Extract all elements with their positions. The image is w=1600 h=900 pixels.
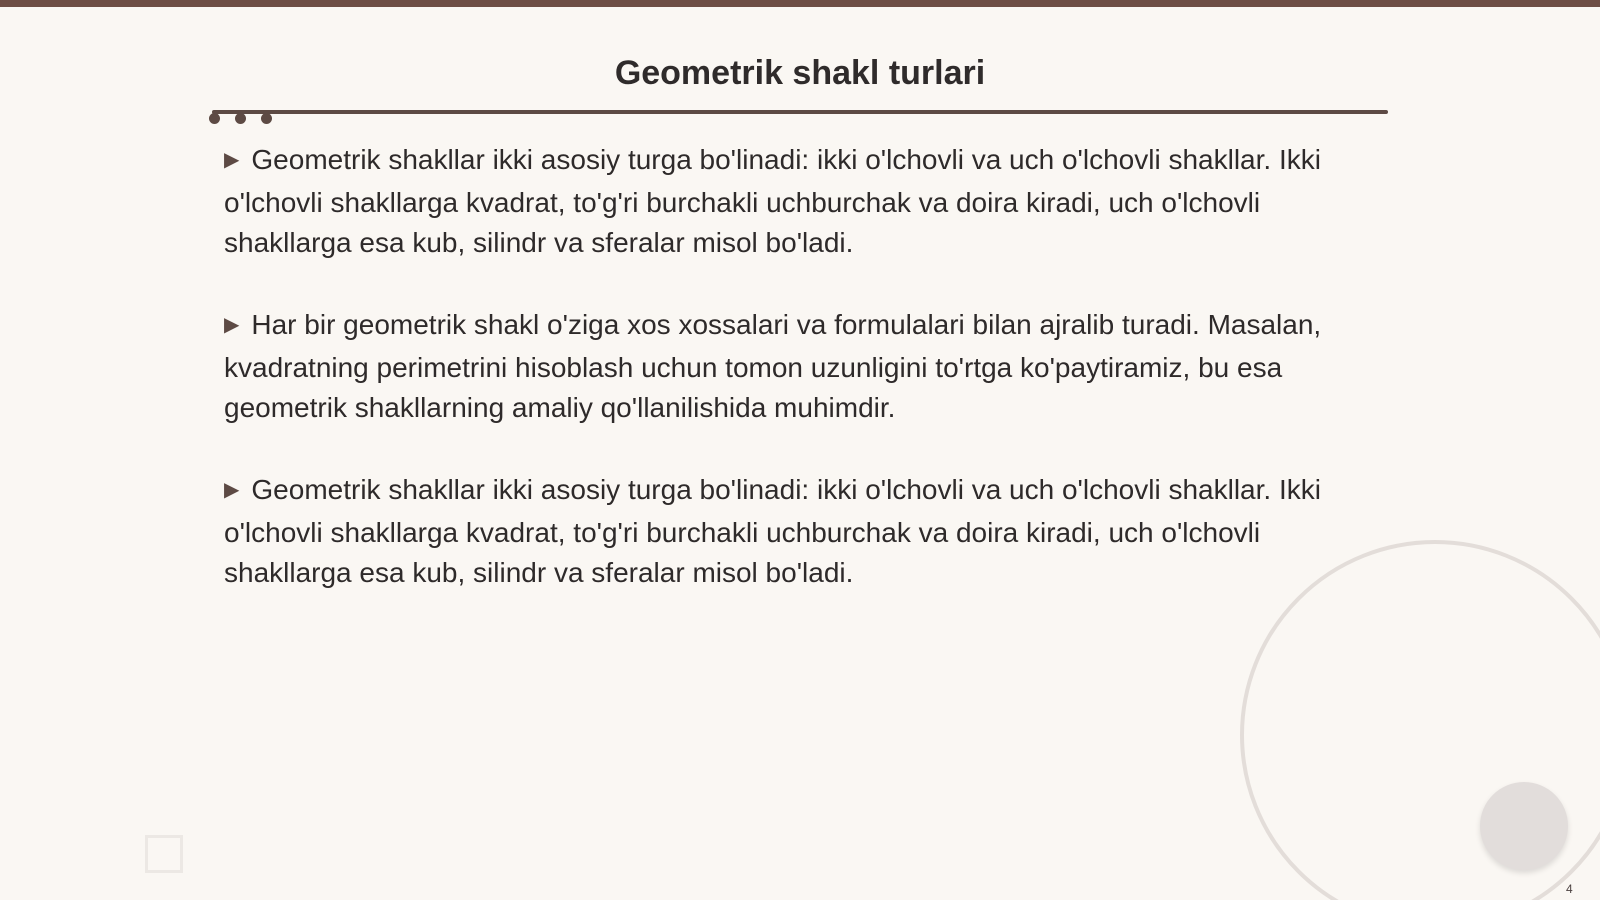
decorative-dot-icon — [235, 113, 246, 124]
triangle-bullet-icon: ▶ — [224, 479, 240, 501]
decorative-circle-icon — [1480, 782, 1568, 870]
bullet-text: Geometrik shakllar ikki asosiy turga bo'linadi: ikki o'lchovli va uch o'lchovli shakllar. Ikki o'lchovli shakllarga kvadrat, to'g'ri burchakli uchburchak va doira kiradi, uch o'lchovli shakllarga esa kub, silindr va sferalar misol bo'ladi. — [224, 474, 1321, 588]
decorative-dot-icon — [209, 113, 220, 124]
title-underline — [212, 110, 1388, 114]
bullet-text: Geometrik shakllar ikki asosiy turga bo'linadi: ikki o'lchovli va uch o'lchovli shakllar. Ikki o'lchovli shakllarga kvadrat, to'g'ri burchakli uchburchak va doira kiradi, uch o'lchovli shakllarga esa kub, silindr va sferalar misol bo'ladi. — [224, 144, 1321, 258]
slide-title: Geometrik shakl turlari — [614, 54, 986, 92]
decorative-dot-icon — [261, 113, 272, 124]
bullet-item — [224, 305, 1384, 428]
triangle-bullet-icon: ▶ — [224, 149, 240, 171]
decorative-square-icon — [145, 835, 183, 873]
bullet-list — [224, 140, 1384, 635]
bullet-item — [224, 470, 1384, 593]
bullet-item — [224, 140, 1384, 263]
top-accent-bar — [0, 0, 1600, 7]
bullet-text: Har bir geometrik shakl o'ziga xos xossalari va formulalari bilan ajralib turadi. Masalan, kvadratning perimetrini hisoblash uchun tomon uzunligini to'rtga ko'paytiramiz, bu esa geometrik shakllarning amaliy qo'llanilishida muhimdir. — [224, 309, 1322, 423]
page-number: 4 — [1566, 882, 1573, 896]
triangle-bullet-icon: ▶ — [224, 314, 240, 336]
